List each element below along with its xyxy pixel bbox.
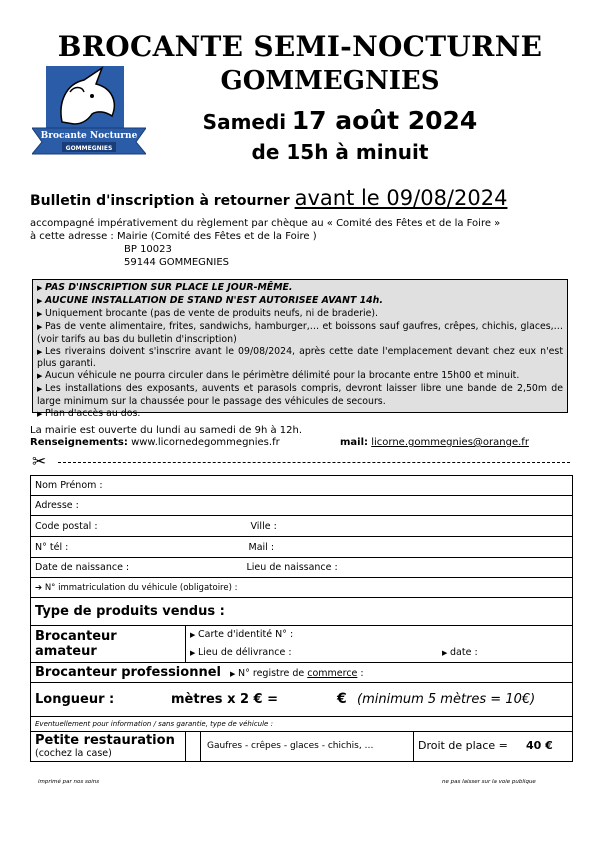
- bulletin-deadline: avant le 09/08/2024: [294, 186, 508, 210]
- info-label: Renseignements:: [30, 437, 128, 448]
- title-line-1: BROCANTE SEMI-NOCTURNE: [57, 30, 543, 63]
- address-bp: BP 10023: [124, 244, 172, 255]
- logo-sub: GOMMEGNIES: [65, 145, 113, 152]
- triangle-icon: ▶: [37, 347, 43, 356]
- rule-text: Aucun véhicule ne pourra circuler dans le périmètre délimité pour la brocante entre 15h00 et minuit.: [45, 370, 520, 382]
- event-hours: de 15h à minuit: [251, 140, 429, 164]
- city-label: Ville :: [250, 520, 277, 532]
- triangle-icon: ▶: [190, 631, 196, 639]
- register-u: commerce: [307, 668, 358, 679]
- rule-text: Uniquement brocante (pas de vente de produits neufs, ni de braderie).: [45, 307, 378, 319]
- bulletin-line-2: à cette adresse : Mairie (Comité des Fêtes et de la Foire ): [30, 231, 317, 242]
- arrow-right-icon: ➔: [35, 582, 43, 593]
- meters-label: mètres x 2 € =: [171, 692, 279, 707]
- triangle-icon: ▶: [37, 309, 43, 318]
- optional-row[interactable]: Eventuellement pour information / sans garantie, type de véhicule :: [31, 717, 573, 732]
- rule-text: Pas de vente alimentaire, frites, sandwichs, hamburger,… et boissons sauf gaufres, crêpes, chichis, glaces,… (voir tarifs au bas du bulletin d'inscription): [37, 320, 563, 345]
- scissors-icon: ✂: [32, 452, 47, 472]
- unicorn-logo: [32, 62, 146, 160]
- rule-item: [37, 282, 563, 295]
- footer-right: ne pas laisser sur la voie publique: [442, 779, 536, 785]
- triangle-icon: ▶: [37, 322, 43, 331]
- bulletin-heading: [30, 186, 507, 210]
- minimum-label: (minimum 5 mètres = 10€): [357, 692, 536, 707]
- rule-item: [37, 321, 563, 346]
- bulletin-lead: Bulletin d'inscription à retourner: [30, 193, 295, 209]
- food-items-cell: [201, 732, 573, 762]
- mairie-hours: La mairie est ouverte du lundi au samedi de 9h à 12h.: [30, 425, 303, 436]
- triangle-icon: ▶: [230, 670, 236, 678]
- email-link[interactable]: licorne.gommegnies@orange.fr: [371, 437, 529, 448]
- triangle-icon: ▶: [37, 372, 43, 381]
- vehicle-label: N° immatriculation du véhicule (obligatoire) :: [44, 582, 238, 593]
- contact-info: [30, 437, 280, 449]
- rule-item: [37, 346, 563, 371]
- bulletin-line-1: accompagné impérativement du règlement par chèque au « Comité des Fêtes et de la Foire »: [30, 218, 501, 229]
- euro-label: €: [337, 691, 347, 707]
- triangle-icon: ▶: [37, 296, 43, 305]
- website-link[interactable]: www.licornedegommegnies.fr: [127, 437, 280, 448]
- cut-line: [58, 462, 570, 463]
- issued-place-label: Lieu de délivrance :: [198, 647, 292, 658]
- registration-form: [30, 475, 573, 762]
- food-label: Petite restauration: [35, 732, 175, 748]
- rule-item: [37, 383, 563, 408]
- name-field[interactable]: Nom Prénom :: [31, 476, 573, 496]
- date-main: 17 août 2024: [291, 106, 478, 135]
- amateur-fields[interactable]: [186, 626, 573, 663]
- logo-text: Brocante Nocturne: [40, 131, 138, 141]
- register-pre: N° registre de: [238, 668, 308, 679]
- title-line-2: GOMMEGNIES: [220, 66, 440, 96]
- rules-box: [32, 279, 568, 420]
- vehicle-field[interactable]: [31, 578, 573, 598]
- amateur-label: Brocanteur amateur: [31, 626, 186, 663]
- triangle-icon: ▶: [190, 649, 196, 657]
- rule-text: PAS D'INSCRIPTION SUR PLACE LE JOUR-MÊME.: [45, 282, 293, 293]
- birthdate-label: Date de naissance :: [35, 562, 130, 573]
- id-card-label: Carte d'identité N° :: [198, 629, 294, 640]
- birth-row[interactable]: [31, 558, 573, 578]
- triangle-icon: ▶: [442, 649, 448, 657]
- birthplace-label: Lieu de naissance :: [246, 562, 338, 573]
- pro-label: Brocanteur professionnel: [35, 665, 221, 680]
- fee-box: [413, 732, 564, 761]
- triangle-icon: ▶: [37, 385, 43, 394]
- postal-label: Code postal :: [35, 520, 98, 532]
- date-prefix: Samedi: [202, 110, 287, 134]
- register-post: :: [357, 668, 364, 679]
- rule-text: Les installations des exposants, auvents et parasols compris, devront laisser libre une bande de 2,50m de large minimum sur la chaussée pour le passage des véhicules de secours.: [37, 383, 563, 408]
- rule-item: [37, 295, 563, 308]
- fee-value: 40 €: [526, 739, 553, 752]
- products-field[interactable]: Type de produits vendus :: [31, 598, 573, 626]
- mail-label: mail:: [340, 437, 369, 448]
- footer-left: imprimé par nos soins: [38, 779, 100, 785]
- mail-field-label: Mail :: [248, 541, 275, 553]
- rule-item: [37, 370, 563, 383]
- triangle-icon: ▶: [37, 284, 43, 292]
- fee-label: Droit de place =: [418, 739, 508, 752]
- rule-item: [37, 308, 563, 321]
- event-date: [160, 106, 520, 135]
- address-field[interactable]: Adresse :: [31, 496, 573, 516]
- postal-city-row[interactable]: [31, 516, 573, 537]
- contact-mail: [340, 437, 529, 449]
- rule-text: Les riverains doivent s'inscrire avant le 09/08/2024, après cette date l'emplacement devant chez eux n'est plus garanti.: [37, 345, 563, 370]
- rule-item: [37, 408, 563, 421]
- length-row[interactable]: [31, 683, 573, 717]
- food-checkbox[interactable]: [186, 732, 201, 762]
- triangle-icon: ▶: [37, 410, 43, 419]
- address-city: 59144 GOMMEGNIES: [124, 257, 230, 268]
- phone-label: N° tél :: [35, 541, 69, 553]
- length-label: Longueur :: [35, 692, 115, 707]
- phone-mail-row[interactable]: [31, 537, 573, 558]
- food-cell: [31, 732, 186, 762]
- food-items: Gaufres - crêpes - glaces - chichis, …: [207, 741, 374, 751]
- pro-row[interactable]: [31, 663, 573, 683]
- issue-date-label: date :: [450, 647, 478, 658]
- rule-text: AUCUNE INSTALLATION DE STAND N'EST AUTORISEE AVANT 14h.: [45, 294, 383, 306]
- rule-text: Plan d'accès au dos.: [45, 408, 141, 420]
- food-sub: (cochez la case): [35, 747, 112, 759]
